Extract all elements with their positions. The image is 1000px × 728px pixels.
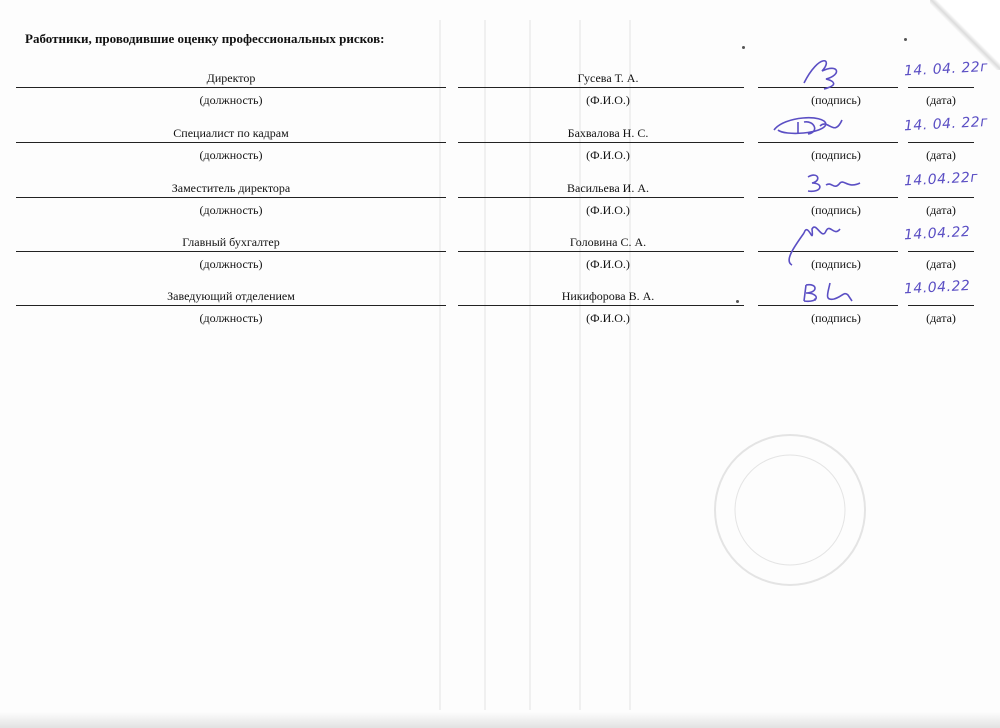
date-line: [908, 87, 974, 88]
handwritten-signature: [764, 217, 884, 257]
signature-row: [16, 277, 976, 341]
date-line: [908, 305, 974, 306]
scan-speck: [742, 46, 745, 49]
name-caption: (Ф.И.О.): [586, 311, 630, 325]
page-edge: [0, 712, 1000, 728]
signature-caption: (подпись): [811, 148, 861, 162]
signature-caption: (подпись): [811, 257, 861, 271]
name-line: [458, 142, 744, 143]
name-line: [458, 87, 744, 88]
handwritten-signature: [764, 271, 884, 311]
position-line: [16, 305, 446, 306]
date-caption: (дата): [926, 311, 956, 325]
date-line: [908, 197, 974, 198]
handwritten-date: 14.04.22г: [903, 169, 979, 190]
date-caption: (дата): [926, 148, 956, 162]
date-caption: (дата): [926, 203, 956, 217]
signature-caption: (подпись): [811, 311, 861, 325]
position-line: [16, 197, 446, 198]
date-line: [908, 142, 974, 143]
handwritten-date: 14.04.22: [903, 223, 971, 244]
section-heading: Работники, проводившие оценку профессиональных рисков:: [25, 31, 385, 46]
position-value: Специалист по кадрам: [173, 126, 289, 140]
handwritten-date: 14. 04. 22г: [903, 113, 989, 135]
handwritten-date: 14. 04. 22г: [903, 58, 989, 80]
handwritten-signature: [764, 53, 884, 93]
name-caption: (Ф.И.О.): [586, 203, 630, 217]
name-value: Гусева Т. А.: [577, 71, 639, 85]
position-value: Заместитель директора: [171, 181, 291, 195]
name-line: [458, 251, 744, 252]
signature-caption: (подпись): [811, 93, 861, 107]
date-caption: (дата): [926, 257, 956, 271]
position-value: Директор: [206, 71, 256, 85]
name-line: [458, 197, 744, 198]
position-value: Главный бухгалтер: [182, 235, 280, 249]
name-value: Васильева И. А.: [566, 181, 650, 195]
name-value: Головина С. А.: [569, 235, 647, 249]
position-line: [16, 87, 446, 88]
name-caption: (Ф.И.О.): [586, 148, 630, 162]
position-caption: (должность): [199, 148, 263, 162]
scan-speck: [736, 300, 739, 303]
position-value: Заведующий отделением: [167, 289, 295, 303]
handwritten-date: 14.04.22: [903, 277, 971, 298]
handwritten-signature: [764, 163, 884, 203]
name-caption: (Ф.И.О.): [586, 257, 630, 271]
handwritten-signature: [764, 108, 884, 148]
name-caption: (Ф.И.О.): [586, 93, 630, 107]
position-caption: (должность): [199, 257, 263, 271]
date-caption: (дата): [926, 93, 956, 107]
signature-caption: (подпись): [811, 203, 861, 217]
position-caption: (должность): [199, 311, 263, 325]
name-value: Никифорова В. А.: [561, 289, 655, 303]
position-line: [16, 251, 446, 252]
scan-speck: [904, 38, 907, 41]
position-caption: (должность): [199, 203, 263, 217]
name-value: Бахвалова Н. С.: [567, 126, 649, 140]
position-caption: (должность): [199, 93, 263, 107]
position-line: [16, 142, 446, 143]
name-line: [458, 305, 744, 306]
date-line: [908, 251, 974, 252]
